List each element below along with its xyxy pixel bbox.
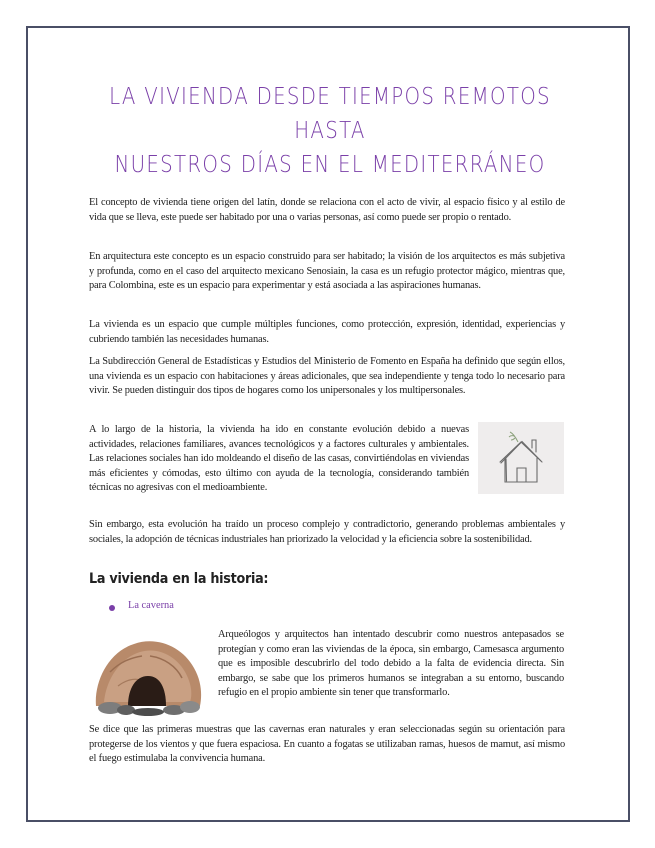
- paragraph-closing: Se dice que las primeras muestras que las cavernas eran naturales y eran seleccionadas según su orientación para protegerse de los vientos y que fuera espaciosa. En cuanto a fogatas se utilizaban ramas, huesos de mamut, así mismo el fuego estimulaba la convivencia humana.: [89, 724, 565, 765]
- cave-illustration: [90, 622, 206, 718]
- paragraph-definition: La Subdirección General de Estadísticas y Estudios del Ministerio de Fomento en España ha definido que según ellos, una vivienda es un espacio con habitaciones y áreas adicionales, que sea independiente y tenga todo lo necesario para vivir. Se pueden distinguir dos tipos de hogares como los unipersonales y los multipersonales.: [89, 356, 565, 397]
- paragraph-cave: Arqueólogos y arquitectos han intentado descubrir como nuestros antepasados se protegían y como eran las viviendas de la época, sin embargo, Camesasca argumento que es imposible descubrirlo del todo debido a la falta de evidencia directa. Sin embargo, se sabe que los primeros humanos se integraban a su entorno, buscando refugio en el propio ambiente sin tener que transformarlo.: [218, 629, 564, 699]
- title-line-2: NUESTROS DÍAS EN EL MEDITERRÁNEO: [114, 152, 546, 178]
- house-sketch-icon: [478, 422, 564, 494]
- document-title: [98, 80, 562, 182]
- bullet-dot-icon: [109, 605, 115, 611]
- paragraph-functions: La vivienda es un espacio que cumple múltiples funciones, como protección, expresión, identidad, experiencias y cubriendo también las necesidades humanas.: [89, 319, 565, 345]
- paragraph-evolution: A lo largo de la historia, la vivienda ha ido en constante evolución debido a nuevas actividades, relaciones familiares, avances tecnológicos y a factores culturales y ambientales. Las relaciones sociales han ido moldeando el diseño de las casas, convirtiéndolas en viviendas más eficientes y cómodas, esto último con ayuda de la tecnología, considerando también técnicas no agresivas con el medioambiente.: [89, 424, 469, 494]
- paragraph-origin: El concepto de vivienda tiene origen del latín, donde se relaciona con el acto de vivir, al espacio físico y al estilo de vida que se lleva, este puede ser habitado por una o varias personas, así como puede ser propio o rentado.: [89, 197, 565, 223]
- section-heading: La vivienda en la historia:: [89, 571, 269, 587]
- paragraph-architecture: En arquitectura este concepto es un espacio construido para ser habitado; la visión de los arquitectos es más subjetiva y profunda, como en el caso del arquitecto mexicano Senosiain, la casa es un refugio protector mágico, mientras que, para Colombina, este es un espacio para experimentar y está asociada a las aspiraciones humanas.: [89, 251, 565, 292]
- bullet-item-caverna: La caverna: [128, 600, 174, 611]
- title-line-1: LA VIVIENDA DESDE TIEMPOS REMOTOS HASTA: [109, 84, 551, 144]
- paragraph-contradiction: Sin embargo, esta evolución ha traído un proceso complejo y contradictorio, generando problemas ambientales y sociales, la adopción de técnicas industriales han priorizado la velocidad y la eficiencia sobre la sostenibilidad.: [89, 519, 565, 545]
